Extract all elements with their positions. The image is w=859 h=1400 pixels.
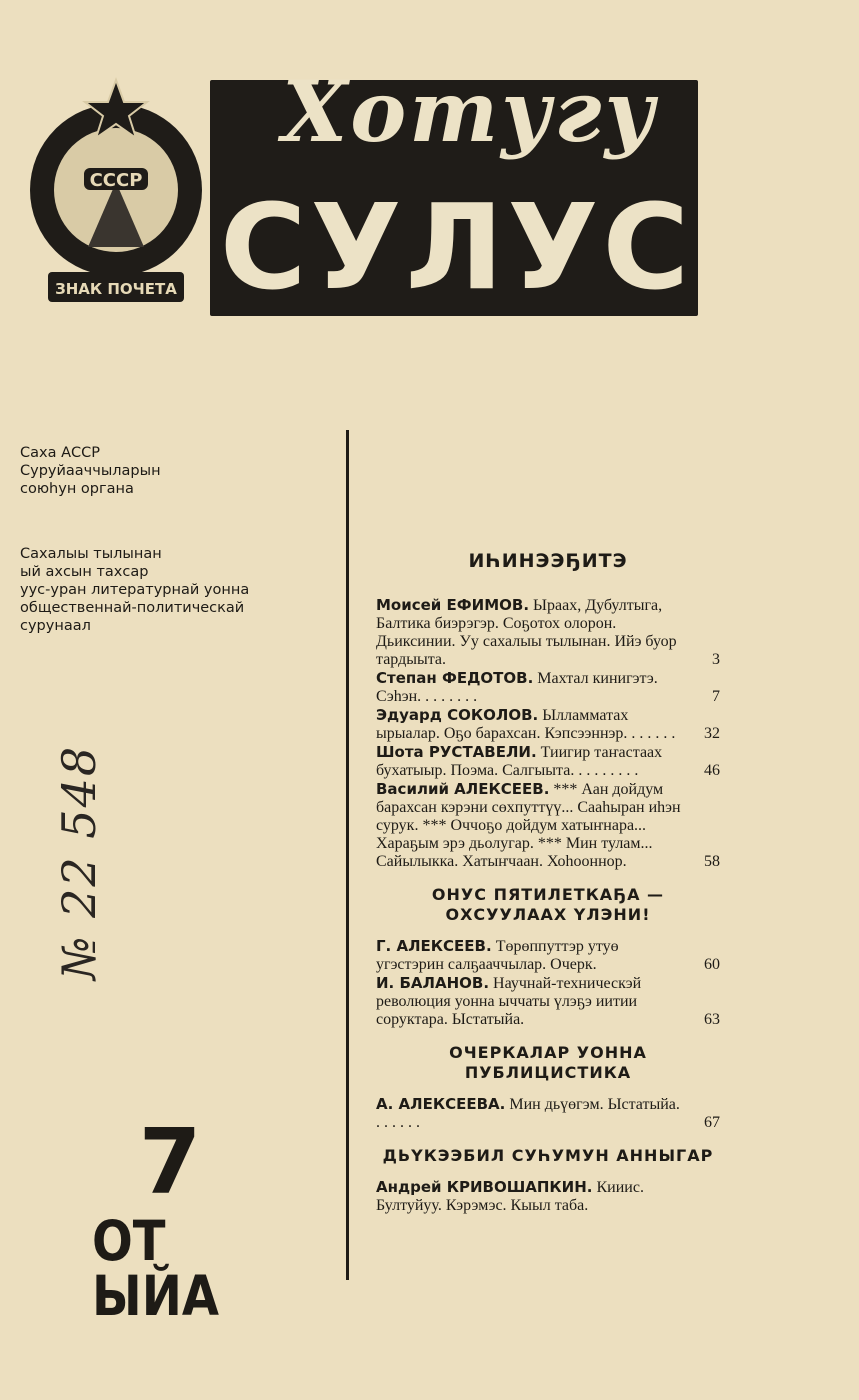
description-line: ый ахсын тахсар: [20, 564, 149, 580]
entry-author: Степан ФЕДОТОВ.: [376, 669, 534, 687]
toc-entry: [376, 706, 720, 743]
toc-entry: [376, 596, 720, 669]
description-line: уус-уран литературнай уонна: [20, 582, 250, 598]
handwritten-text: № 22 548: [52, 744, 106, 980]
entry-page: 46: [704, 762, 720, 779]
entry-author: Г. АЛЕКСЕЕВ.: [376, 937, 492, 955]
entry-text: Тиигир таҥастаах бухатыыр. Поэма. Салгыыта. . . . . . . . .: [376, 744, 663, 779]
toc-entry: [376, 974, 720, 1029]
entry-page: 58: [704, 853, 720, 870]
description-line: сурунаал: [20, 618, 91, 634]
toc-entry: [376, 1178, 720, 1215]
organization-line: Саха АССР: [20, 445, 100, 461]
masthead-title-script: Хотугу: [282, 62, 658, 161]
entry-page: 7: [712, 688, 720, 705]
entry-author: А. АЛЕКСЕЕВА.: [376, 1095, 506, 1113]
emblem-top-text: СССР: [89, 170, 143, 191]
table-of-contents: [376, 552, 720, 1215]
entry-text: Ыраах, Дубултыга, Балтика биэрэгэр. Соҕотох олорон. Дьиксинии. Уу сахалыы тылынан. Ийэ буор тардыыта.: [376, 597, 677, 668]
issue-number: 7: [138, 1110, 202, 1215]
column-divider: [346, 430, 349, 1280]
entry-page: 3: [712, 651, 720, 668]
emblem-bottom-text: ЗНАК ПОЧЕТА: [55, 280, 177, 298]
order-badge-icon: [18, 72, 214, 322]
handwritten-note: [52, 700, 152, 980]
entry-author: И. БАЛАНОВ.: [376, 974, 490, 992]
entry-text: Научнай-техническэй революция уонна ыччаты үлэҕэ иитии соруктара. Ыстатыйа.: [376, 975, 642, 1028]
entry-text: Мин дьүөгэм. Ыстатыйа. . . . . . .: [376, 1096, 680, 1131]
entry-text: Кииис. Бултуйуу. Кэрэмэс. Кыыл таба.: [376, 1179, 644, 1214]
toc-entry: [376, 743, 720, 780]
description-line: Сахалыы тылынан: [20, 546, 162, 562]
toc-entry: [376, 937, 720, 974]
organization-info: [20, 444, 320, 498]
entry-text: *** Аан дойдум барахсан кэрэни сөхпуттүү... Сааһыран иһэн сурук. *** Оччоҕо дойдум хатыҥнара... Хараҕым эрэ дьолугар. *** Мин тулам... Сайылыкка. Хатыҥчаан. Хоһооннор.: [376, 781, 681, 870]
section-heading: ДЬҮКЭЭБИЛ СУҺУМУН АННЫГАР: [382, 1146, 714, 1165]
entry-author: Шота РУСТАВЕЛИ.: [376, 743, 537, 761]
organization-line: Суруйааччыларын: [20, 463, 161, 479]
issue-label: ОТ ЫЙА: [92, 1209, 220, 1329]
magazine-description: [20, 545, 340, 635]
entry-page: 32: [704, 725, 720, 742]
entry-author: Моисей ЕФИМОВ.: [376, 596, 530, 614]
contents-title: ИҺИНЭЭҔИТЭ: [468, 550, 628, 572]
entry-page: 63: [704, 1011, 720, 1028]
entry-page: 67: [704, 1114, 720, 1131]
toc-entry: [376, 669, 720, 706]
entry-author: Василий АЛЕКСЕЕВ.: [376, 780, 550, 798]
entry-text: Ылламматах ырыалар. Оҕо барахсан. Кэпсээннэр. . . . . . .: [376, 707, 676, 742]
toc-entry: [376, 780, 720, 871]
entry-page: 60: [704, 956, 720, 973]
organization-line: союһун органа: [20, 481, 134, 497]
entry-text: Төрөппуттэр утуө угэстэрин салҕааччылар. Очерк.: [376, 938, 619, 973]
entry-author: Эдуард СОКОЛОВ.: [376, 706, 539, 724]
masthead-title-word: СУЛУС: [219, 178, 694, 316]
entry-text: Махтал кинигэтэ. Сэһэн. . . . . . . .: [376, 670, 658, 705]
description-line: общественнай-политическай: [20, 600, 245, 616]
toc-entry: [376, 1095, 720, 1132]
entry-author: Андрей КРИВОШАПКИН.: [376, 1178, 593, 1196]
section-heading: ОНУС ПЯТИЛЕТКАҔА — ОХСУУЛААХ ҮЛЭНИ!: [431, 885, 665, 924]
section-heading: ОЧЕРКАЛАР УОННА ПУБЛИЦИСТИКА: [449, 1043, 647, 1082]
